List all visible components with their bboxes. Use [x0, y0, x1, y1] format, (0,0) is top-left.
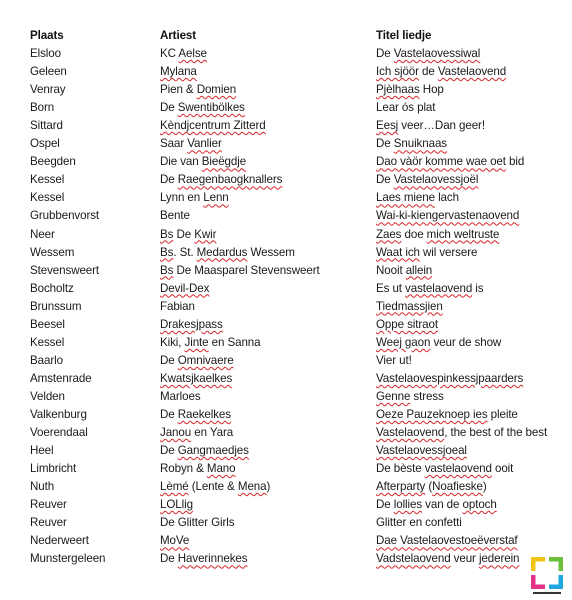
spellcheck-flagged-text: Dao vàör komme wae oet	[376, 155, 506, 169]
cell-place: Sittard	[30, 119, 63, 133]
cell-artist	[160, 207, 376, 225]
spellcheck-flagged-text: Devil-Dex	[160, 281, 210, 295]
cell-text: De bèste	[376, 462, 425, 476]
cell-artist	[160, 532, 376, 550]
spellcheck-flagged-text: Pjèlhaas	[376, 83, 420, 97]
spellcheck-flagged-text: Vastelaovend	[437, 65, 507, 79]
spellcheck-flagged-text: Bs	[160, 227, 174, 241]
cell-title	[376, 171, 566, 189]
cell-place: Ospel	[30, 137, 60, 151]
spellcheck-flagged-text: Waat ich	[376, 245, 420, 259]
cell-title	[376, 298, 566, 316]
cell-place: Neer	[30, 227, 55, 241]
spellcheck-flagged-text: Vanlier	[187, 137, 222, 151]
cell-place: Velden	[30, 389, 65, 403]
cell-artist	[160, 280, 376, 298]
spellcheck-flagged-text: Jinte	[184, 335, 209, 349]
cell-text: ooit	[491, 462, 514, 476]
cell-title	[376, 316, 566, 334]
song-list-table	[30, 27, 566, 568]
spellcheck-flagged-text: Ich sjöör	[376, 65, 419, 79]
cell-title	[376, 99, 566, 117]
cell-text: De	[160, 353, 178, 367]
cell-text: , the best of the best	[444, 426, 548, 440]
cell-artist	[160, 298, 376, 316]
table-row	[30, 280, 566, 298]
cell-artist	[160, 496, 376, 514]
cell-text: Robyn &	[160, 462, 207, 476]
table-row	[30, 388, 566, 406]
cell-title	[376, 81, 566, 99]
spellcheck-flagged-text: Vastelaovessjoeal	[376, 444, 467, 458]
spellcheck-flagged-text: Domien	[196, 83, 237, 97]
cell-artist	[160, 334, 376, 352]
spellcheck-flagged-text: Afterparty	[376, 480, 426, 494]
cell-artist	[160, 244, 376, 262]
cell-artist	[160, 460, 376, 478]
cell-title	[376, 117, 566, 135]
table-row	[30, 244, 566, 262]
cell-text: De	[173, 227, 195, 241]
cell-title	[376, 460, 566, 478]
spellcheck-flagged-text: Kwatsjkaelkes	[160, 371, 233, 385]
cell-text: Pien &	[160, 83, 197, 97]
cell-text: is	[472, 281, 484, 295]
cell-text: Die van	[160, 155, 202, 169]
table-row	[30, 514, 566, 532]
table-row	[30, 496, 566, 514]
cell-title	[376, 370, 566, 388]
cell-text: De	[160, 407, 178, 421]
spellcheck-flagged-text: Janou	[160, 426, 192, 440]
table-row	[30, 298, 566, 316]
cell-text: Lear ós plat	[376, 101, 436, 115]
spellcheck-flagged-text: Mano	[206, 462, 236, 476]
cell-artist	[160, 424, 376, 442]
cell-title	[376, 334, 566, 352]
spellcheck-flagged-text: Swentibölkes	[177, 101, 245, 115]
table-row	[30, 442, 566, 460]
cell-place: Munstergeleen	[30, 552, 106, 566]
cell-place: Baarlo	[30, 353, 63, 367]
cell-artist	[160, 514, 376, 532]
header-title: Titel liedje	[376, 29, 432, 42]
cell-place: Grubbenvorst	[30, 209, 100, 223]
spellcheck-flagged-text: optoch	[462, 498, 497, 512]
spellcheck-flagged-text: Wai-ki-kiengervastenaovend	[376, 209, 520, 223]
spellcheck-flagged-text: Kwir	[194, 227, 217, 241]
spellcheck-flagged-text: Vadstelaovend	[376, 552, 451, 566]
cell-text: )	[482, 480, 487, 494]
table-row	[30, 81, 566, 99]
spellcheck-flagged-text: mich weltruste	[426, 227, 500, 241]
spellcheck-flagged-text: Medardus	[196, 245, 248, 259]
cell-artist	[160, 99, 376, 117]
cell-text: veur	[450, 552, 479, 566]
spellcheck-flagged-text: Laes miene	[376, 191, 435, 205]
spellcheck-flagged-text: Noafieske	[432, 480, 483, 494]
cell-place: Beegden	[30, 155, 76, 169]
table-row	[30, 117, 566, 135]
cell-place: Kessel	[30, 173, 65, 187]
cell-text: De	[376, 173, 394, 187]
cell-place: Reuver	[30, 498, 67, 512]
cell-title	[376, 478, 566, 496]
cell-title	[376, 514, 566, 532]
cell-text: veer…Dan geer!	[398, 119, 485, 133]
cell-artist	[160, 153, 376, 171]
spellcheck-flagged-text: Vastelaovessjoël	[393, 173, 479, 187]
spellcheck-flagged-text: LOLlig	[160, 498, 193, 512]
cell-title	[376, 532, 566, 550]
cell-place: Nederweert	[30, 534, 89, 548]
table-row	[30, 262, 566, 280]
spellcheck-flagged-text: Drakesjpass	[160, 317, 223, 331]
spellcheck-flagged-text: MoVe	[160, 534, 190, 548]
cell-title	[376, 135, 566, 153]
cell-text: De	[160, 444, 178, 458]
cell-title	[376, 45, 566, 63]
cell-title	[376, 496, 566, 514]
spellcheck-flagged-text: Kèndjcentrum Zitterd	[160, 119, 266, 133]
cell-title	[376, 244, 566, 262]
table-row	[30, 532, 566, 550]
table-row	[30, 478, 566, 496]
spellcheck-flagged-text: Omnivaere	[177, 353, 234, 367]
spellcheck-flagged-text: Oppe sitraot	[376, 317, 438, 331]
cell-place: Kessel	[30, 335, 65, 349]
cell-text: de	[418, 65, 438, 79]
table-row	[30, 45, 566, 63]
cell-artist	[160, 442, 376, 460]
cell-place: Beesel	[30, 317, 65, 331]
spellcheck-flagged-text: Bs	[160, 245, 174, 259]
cell-place: Reuver	[30, 516, 67, 530]
cell-text: Saar	[160, 137, 188, 151]
cell-text: pleite	[487, 407, 518, 421]
cell-text: (	[425, 480, 433, 494]
cell-text: De Maasparel Stevensweert	[173, 263, 320, 277]
cell-title	[376, 63, 566, 81]
spellcheck-flagged-text: Vastelaovend	[376, 426, 445, 440]
spellcheck-flagged-text: Snuiknaas	[393, 137, 447, 151]
colored-brackets-logo-icon	[531, 557, 563, 589]
cell-title	[376, 153, 566, 171]
cell-text: Fabian	[160, 299, 195, 313]
spellcheck-flagged-text: Aelse	[178, 47, 207, 61]
cell-text: Es ut	[376, 281, 406, 295]
cell-text: Kiki,	[160, 335, 185, 349]
spellcheck-flagged-text: allein	[405, 263, 433, 277]
cell-text: veur de show	[430, 335, 502, 349]
table-row	[30, 424, 566, 442]
table-row	[30, 316, 566, 334]
cell-text: doe	[401, 227, 427, 241]
cell-text: Wessem	[247, 245, 295, 259]
cell-text: Vier ut!	[376, 353, 412, 367]
header-place: Plaats	[30, 29, 64, 42]
cell-title	[376, 424, 566, 442]
spellcheck-flagged-text: Dae Vastelaovestoeëverstaf	[376, 534, 518, 548]
cell-text: De Glitter Girls	[160, 516, 235, 530]
cell-artist	[160, 550, 376, 568]
cell-place: Geleen	[30, 65, 67, 79]
logo-corner-top-left	[533, 559, 545, 571]
cell-place: Born	[30, 101, 55, 115]
table-row	[30, 406, 566, 424]
cell-text: en Sanna	[208, 335, 261, 349]
cell-artist	[160, 406, 376, 424]
cell-artist	[160, 117, 376, 135]
spellcheck-flagged-text: Tiedmassjien	[376, 299, 443, 313]
cell-title	[376, 352, 566, 370]
cell-title	[376, 226, 566, 244]
cell-text: Marloes	[160, 389, 201, 403]
spellcheck-flagged-text: vastelaovend	[405, 281, 473, 295]
spellcheck-flagged-text: Gangmaedjes	[177, 444, 249, 458]
cell-title	[376, 442, 566, 460]
spellcheck-flagged-text: vastelaovend	[424, 462, 492, 476]
cell-text: Lynn en	[160, 191, 204, 205]
spellcheck-flagged-text: Eesj	[376, 119, 399, 133]
table-row	[30, 352, 566, 370]
cell-text: lach	[434, 191, 459, 205]
spellcheck-flagged-text: Weej gaon	[376, 335, 431, 349]
spellcheck-flagged-text: Genne	[376, 389, 411, 403]
spellcheck-flagged-text: Vastelaovessiwal	[393, 47, 481, 61]
cell-title	[376, 388, 566, 406]
table-row	[30, 99, 566, 117]
cell-text: De	[160, 101, 178, 115]
table-row	[30, 550, 566, 568]
spellcheck-flagged-text: Lèmé	[160, 480, 189, 494]
cell-text: . St.	[173, 245, 197, 259]
table-row	[30, 460, 566, 478]
cell-artist	[160, 135, 376, 153]
cell-text: De	[376, 498, 394, 512]
cell-text: De	[376, 47, 394, 61]
table-row	[30, 334, 566, 352]
cell-text: van de	[422, 498, 463, 512]
cell-text: bid	[505, 155, 525, 169]
cell-text: Nooit	[376, 263, 406, 277]
cell-place: Limbricht	[30, 462, 77, 476]
cell-place: Heel	[30, 444, 54, 458]
spellcheck-flagged-text: Haverinnekes	[177, 552, 248, 566]
cell-text: Glitter en confetti	[376, 516, 462, 530]
table-row	[30, 207, 566, 225]
table-row	[30, 63, 566, 81]
table-row	[30, 153, 566, 171]
cell-place: Kessel	[30, 191, 65, 205]
cell-place: Voerendaal	[30, 426, 88, 440]
table-row	[30, 189, 566, 207]
spellcheck-flagged-text: Mylana	[160, 65, 197, 79]
table-row	[30, 135, 566, 153]
cell-title	[376, 189, 566, 207]
cell-artist	[160, 189, 376, 207]
cell-artist	[160, 388, 376, 406]
table-header-row	[30, 27, 566, 45]
table-row	[30, 370, 566, 388]
logo-corner-bottom-left	[533, 575, 545, 587]
spellcheck-flagged-text: Bs	[160, 263, 174, 277]
cell-text: Hop	[419, 83, 444, 97]
cell-text: )	[266, 480, 271, 494]
cell-title	[376, 406, 566, 424]
cell-artist	[160, 81, 376, 99]
cell-title	[376, 207, 566, 225]
logo-corner-top-right	[549, 559, 561, 571]
spellcheck-flagged-text: lollies	[393, 498, 423, 512]
cell-artist	[160, 478, 376, 496]
header-artist: Artiest	[160, 29, 197, 42]
cell-title	[376, 280, 566, 298]
cell-text: De	[160, 173, 178, 187]
cell-text: KC	[160, 47, 179, 61]
cell-text: De	[376, 137, 394, 151]
cell-text: stress	[410, 389, 444, 403]
spellcheck-flagged-text: Bieëgdje	[201, 155, 247, 169]
cell-artist	[160, 316, 376, 334]
spellcheck-flagged-text: Oeze Pauzeknoep ies	[376, 407, 488, 421]
cell-title	[376, 262, 566, 280]
table-body	[30, 45, 566, 568]
spellcheck-flagged-text: Lenn	[203, 191, 229, 205]
cell-place: Bocholtz	[30, 281, 74, 295]
cell-artist	[160, 262, 376, 280]
spellcheck-flagged-text: jederein	[478, 552, 520, 566]
cell-place: Brunssum	[30, 299, 82, 313]
cell-text: en Yara	[191, 426, 234, 440]
spellcheck-flagged-text: Vastelaovespinkessjpaarders	[376, 371, 524, 385]
cell-place: Valkenburg	[30, 407, 87, 421]
cell-text: wil versere	[419, 245, 478, 259]
cell-artist	[160, 63, 376, 81]
cell-place: Amstenrade	[30, 371, 92, 385]
logo-corner-bottom-right	[549, 575, 561, 587]
cell-artist	[160, 45, 376, 63]
spellcheck-flagged-text: Raegenbaogknallers	[177, 173, 283, 187]
cell-text: Bente	[160, 209, 190, 223]
cell-artist	[160, 352, 376, 370]
cell-artist	[160, 226, 376, 244]
cell-place: Wessem	[30, 245, 75, 259]
cell-place: Venray	[30, 83, 66, 97]
table-row	[30, 171, 566, 189]
cell-text: (Lente &	[188, 480, 238, 494]
cell-artist	[160, 171, 376, 189]
cell-place: Nuth	[30, 480, 55, 494]
cell-place: Stevensweert	[30, 263, 100, 277]
spellcheck-flagged-text: Raekelkes	[177, 407, 231, 421]
cell-text: De	[160, 552, 178, 566]
logo-underline	[533, 592, 561, 594]
spellcheck-flagged-text: Mena	[237, 480, 267, 494]
spellcheck-flagged-text: Zaes	[376, 227, 402, 241]
table-row	[30, 226, 566, 244]
cell-artist	[160, 370, 376, 388]
cell-place: Elsloo	[30, 47, 61, 61]
